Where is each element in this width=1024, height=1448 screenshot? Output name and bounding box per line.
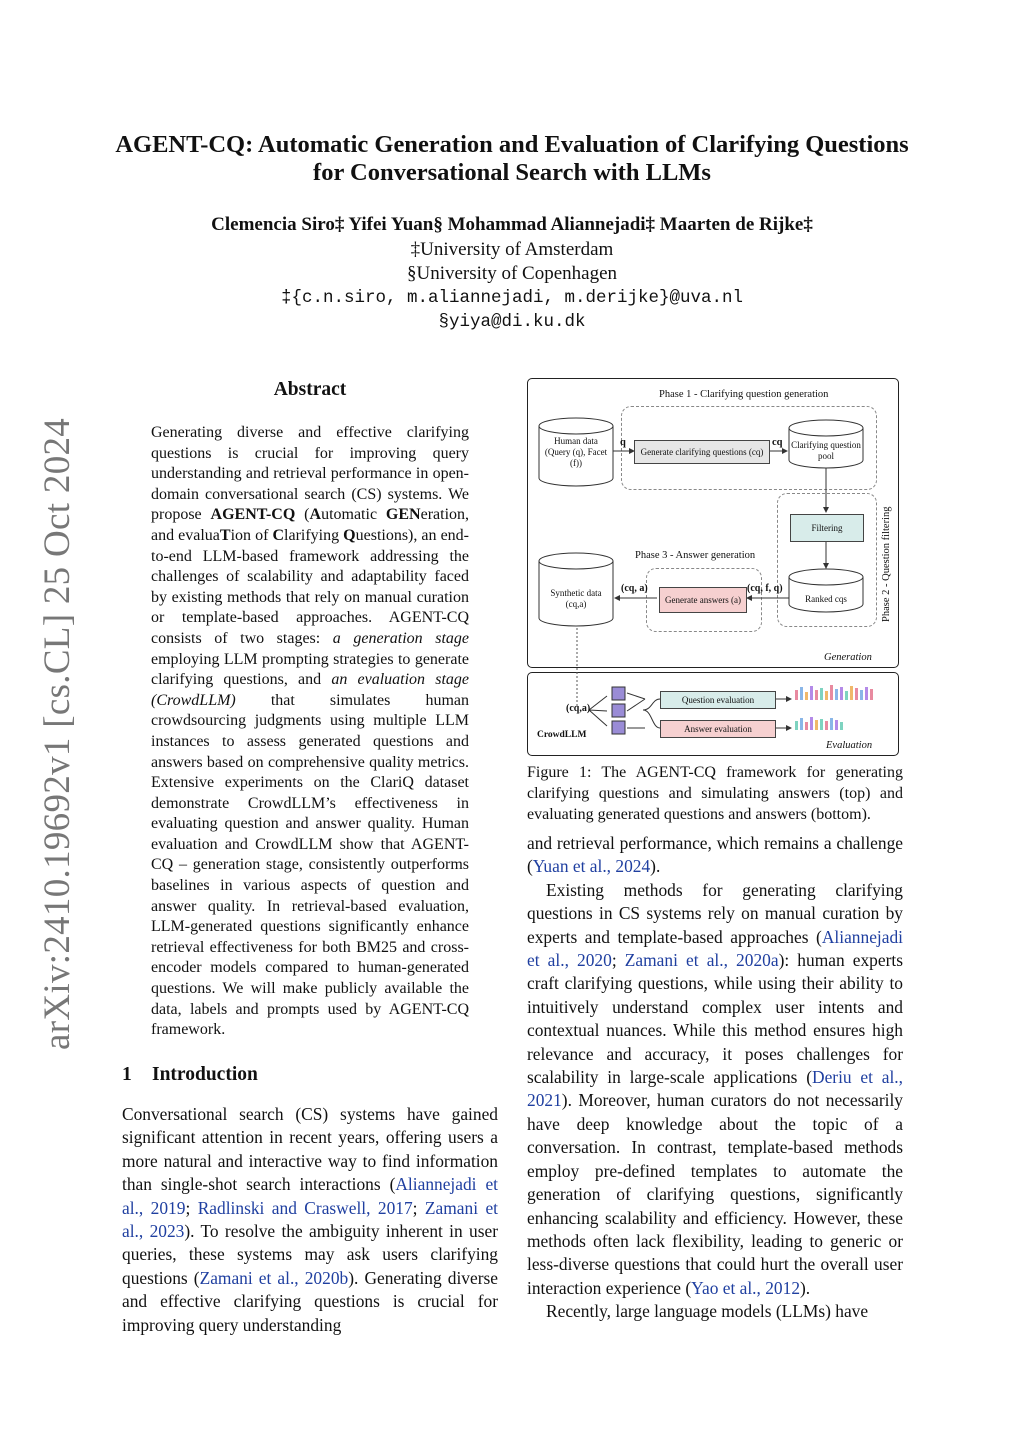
acronym-letter: C: [272, 526, 285, 544]
body-text: ).: [800, 1277, 811, 1298]
citation-link[interactable]: Zamani et al., 2023: [122, 1197, 498, 1242]
evaluation-label: Evaluation: [826, 740, 873, 751]
cqa-eval-label: (cq,a): [566, 703, 591, 714]
paragraph: [527, 832, 903, 879]
answer-score-bars: [795, 717, 843, 730]
abstract-text: that simulates human crowdsourcing judgments using multiple LLM instances to assess generated questions and answers based on comprehensive quality metrics. Extensive experiments on the ClariQ dataset demonstrate CrowdLLM’s effectiveness in evaluating question and answer quality. Human evaluation and CrowdLLM show that AGENT-CQ – generation stage, consistently outperforms baselines in various aspects of question and answer quality. In retrieval-based evaluation, LLM-generated questions significantly enhance retrieval effectiveness for both BM25 and cross-encoder models compared to human-generated questions. We will make publicly available the data, labels and prompts used by AGENT-CQ framework.: [151, 691, 469, 1039]
title-line-1: AGENT-CQ: Automatic Generation and Evaluation of Clarifying Questions: [115, 131, 909, 158]
llm-instance-icon: [612, 704, 625, 717]
body-text: ). To resolve the ambiguity inherent in user queries, these systems may ask users clarifying questions (: [122, 1221, 499, 1288]
affiliation-amsterdam: ‡University of Amsterdam: [410, 239, 614, 260]
citation-link[interactable]: Zamani et al., 2020a: [624, 950, 779, 971]
generate-answers-box: Generate answers (a): [659, 587, 747, 613]
body-text: ).: [650, 856, 661, 877]
author-list: Clemencia Siro‡ Yifei Yuan§ Mohammad Aliannejadi‡ Maarten de Rijke‡: [211, 214, 813, 235]
llm-instance-icon: [612, 721, 625, 734]
abstract-heading: Abstract: [273, 379, 347, 400]
section-number: 1: [122, 1064, 132, 1085]
body-text: ). Moreover, human curators do not necessarily have deep knowledge about the topic of a conversation. In contrast, template-based methods employ pre-defined templates to automate the generation of clarifying questions, significantly enhancing scalability and efficiency. However, these methods often lack flexibility, leading to generic or less-diverse questions that could hurt the overall user interaction experience (: [527, 1090, 903, 1298]
cqfq-label: (cq, f, q): [747, 583, 783, 594]
citation-link[interactable]: Aliannejadi et al., 2019: [122, 1174, 498, 1218]
question-evaluation-box: Question evaluation: [660, 691, 776, 709]
generation-stage-term: a generation stage: [332, 629, 470, 647]
abstract-text: eration, and evalua: [151, 506, 470, 544]
title-line-2: for Conversational Search with LLMs: [313, 159, 711, 186]
acronym-letter: Q: [343, 526, 356, 544]
body-text: Conversational search (CS) systems have gained significant attention in recent years, offering users a more natural and interactive way to find information than single-shot search interactions (: [122, 1104, 498, 1195]
body-text: and retrieval performance, which remains a challenge (: [527, 833, 903, 877]
citation-link[interactable]: Aliannejadi et al., 2020: [527, 926, 903, 971]
section-heading: [122, 1064, 258, 1086]
question-score-bars: [795, 685, 873, 700]
abstract-body: [151, 423, 469, 1041]
answer-evaluation-box: Answer evaluation: [660, 720, 776, 738]
filtering-box: Filtering: [790, 514, 864, 542]
abstract-text: (: [295, 506, 310, 524]
abstract-text: ion of: [230, 526, 273, 544]
separator: ;: [185, 1197, 198, 1218]
arxiv-identifier: arXiv:2410.19692v1 [cs.CL] 25 Oct 2024: [37, 417, 78, 1050]
ranked-cqs-label: Ranked cqs: [805, 593, 847, 604]
citation-link[interactable]: Yuan et al., 2024: [532, 856, 651, 877]
body-text: Existing methods for generating clarifying questions in CS systems rely on manual curation by experts and template-based approaches (: [527, 879, 903, 947]
generation-label: Generation: [824, 652, 872, 663]
citation-link[interactable]: Radlinski and Craswell, 2017: [197, 1197, 413, 1218]
llm-instance-icon: [612, 687, 625, 700]
crowd-branches: [589, 696, 607, 726]
separator: ;: [611, 950, 625, 971]
body-text: ). Generating diverse and effective clarifying questions is crucial for improving query understanding: [122, 1267, 498, 1335]
section-title: Introduction: [152, 1064, 258, 1085]
synthetic-data-label: Synthetic data (cq,a): [550, 588, 602, 609]
email-uva: ‡{c.n.siro, m.aliannejadi, m.derijke}@uva.nl: [280, 288, 744, 308]
affiliation-copenhagen: §University of Copenhagen: [406, 263, 617, 284]
intro-right-column: [527, 832, 903, 1324]
figure-caption: Figure 1: The AGENT-CQ framework for generating clarifying questions and simulating answers (top) and evaluating generated questions and answers (bottom).: [527, 764, 903, 823]
email-ku: §yiya@di.ku.dk: [438, 312, 586, 332]
intro-left-column: [122, 1103, 498, 1337]
citation-link[interactable]: Deriu et al., 2021: [527, 1067, 904, 1111]
phase1-label: Phase 1 - Clarifying question generation: [659, 389, 829, 400]
paper-title: [0, 131, 1024, 187]
paragraph: Recently, large language models (LLMs) have: [546, 1301, 869, 1322]
phase2-label: Phase 2 - Question filtering: [881, 506, 892, 622]
human-data-label: Human data (Query (q), Facet (f)): [544, 435, 608, 468]
citation-link[interactable]: Zamani et al., 2020b: [199, 1267, 349, 1288]
abstract-text: larifying: [284, 526, 344, 544]
crowdllm-label: CrowdLLM: [537, 730, 587, 740]
abstract-text: Generating diverse and effective clarifying questions is crucial for improving query understanding and retrieval performance in open-domain conversational search (CS) systems. We propose: [151, 424, 469, 524]
acronym-letter: GEN: [385, 506, 421, 524]
generate-cq-box: Generate clarifying questions (cq): [634, 440, 770, 464]
phase3-label: Phase 3 - Answer generation: [635, 550, 756, 561]
acronym-letter: A: [309, 506, 322, 524]
cqa-label: (cq, a): [621, 583, 648, 594]
paragraph: [527, 879, 903, 1300]
citation-link[interactable]: Yao et al., 2012: [691, 1277, 801, 1298]
abstract-text: uestions), an end-to-end LLM-based framework addressing the challenges of scalability and adaptability faced by existing methods that rely on manual curation or template-based approaches. AGENT-CQ consists of two stages:: [151, 526, 470, 647]
acronym-letter: T: [219, 526, 231, 544]
cq-pool-label: Clarifying question pool: [791, 440, 861, 461]
cq-label: cq: [772, 437, 783, 448]
q-label: q: [620, 437, 626, 448]
separator: ;: [412, 1197, 425, 1218]
body-text: ): human experts craft clarifying questions, while using their ability to intuitively understand complex user intents and contextual nuances. While this method ensures high relevance and accuracy, it poses challenges for scalability in large-scale applications (: [527, 950, 903, 1088]
evaluation-stage-term: an evaluation stage (CrowdLLM): [151, 671, 469, 709]
framework-name: AGENT-CQ: [210, 506, 296, 524]
abstract-text: employing LLM prompting strategies to generate clarifying questions, and: [151, 650, 469, 689]
abstract-text: utomatic: [321, 506, 386, 524]
